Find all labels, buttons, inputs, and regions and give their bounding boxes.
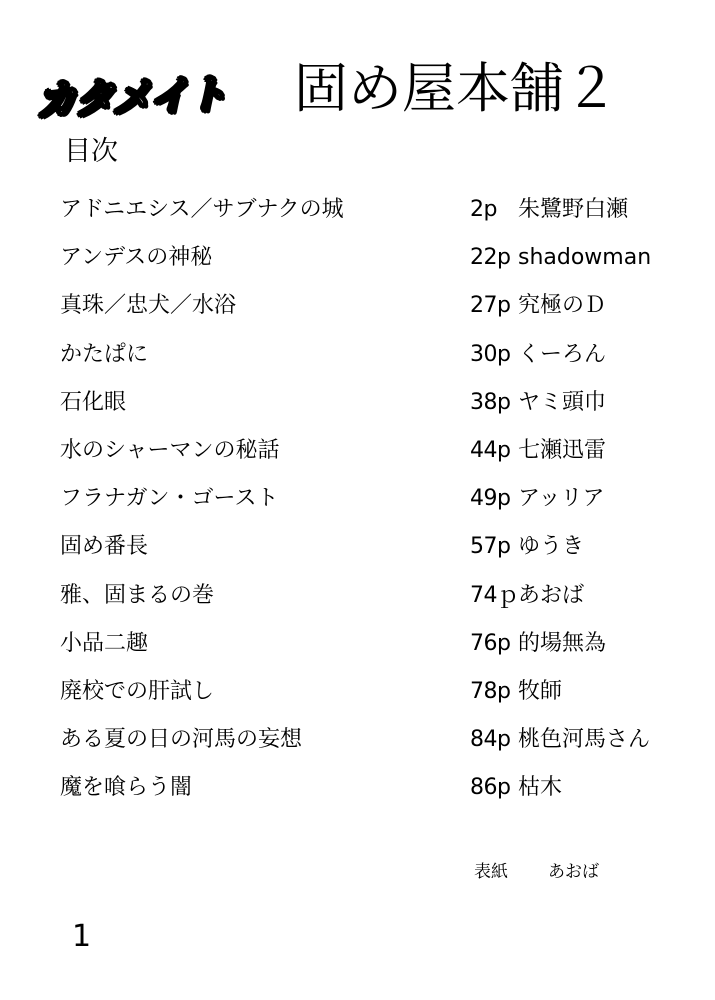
entry-page: 22p xyxy=(470,245,511,271)
entry-title: 水のシャーマンの秘話 xyxy=(60,437,280,463)
toc-entry xyxy=(60,290,700,338)
page-number: 1 xyxy=(72,919,92,954)
cover-credit xyxy=(474,862,599,882)
toc-entry xyxy=(60,772,700,820)
toc-entry xyxy=(60,724,700,772)
entry-title: 石化眼 xyxy=(60,389,127,415)
toc-entry xyxy=(60,339,700,387)
entry-page: 57p xyxy=(470,534,511,560)
entry-page: 84p xyxy=(470,727,511,753)
toc-entry xyxy=(60,676,700,724)
entry-author: 七瀬迅雷 xyxy=(518,437,607,463)
page-title: 固め屋本舗２ xyxy=(294,57,618,120)
entry-page: 74ｐ xyxy=(470,582,519,608)
logo: カタメイト xyxy=(35,71,227,125)
entry-title: 魔を喰らう闇 xyxy=(60,775,193,801)
entry-page: 38p xyxy=(470,389,511,415)
entry-title: 廃校での肝試し xyxy=(60,678,215,704)
entry-author: ゆうき xyxy=(518,534,585,560)
entry-title: 固め番長 xyxy=(60,534,149,560)
entry-page: 78p xyxy=(470,678,511,704)
entry-author: 究極のＤ xyxy=(518,293,607,319)
entry-title: アンデスの神秘 xyxy=(60,245,213,271)
entry-title: 雅、固まるの巻 xyxy=(60,582,215,608)
toc-entry xyxy=(60,194,700,242)
entry-author: 朱鷺野白瀬 xyxy=(518,197,629,222)
entry-title: 真珠／忠犬／水浴 xyxy=(60,293,237,319)
toc-entry xyxy=(60,531,700,579)
entry-author: アッリア xyxy=(518,486,605,512)
entry-author: 牧師 xyxy=(518,678,563,704)
cover-label: 表紙 xyxy=(474,862,508,882)
entry-page: 30p xyxy=(470,341,511,367)
table-of-contents xyxy=(60,194,700,820)
entry-author: くーろん xyxy=(518,341,607,367)
toc-heading: 目次 xyxy=(64,136,118,167)
toc-entry xyxy=(60,628,700,676)
entry-page: 44p xyxy=(470,437,511,463)
entry-title: フラナガン・ゴースト xyxy=(60,486,279,512)
toc-entry xyxy=(60,580,700,628)
toc-entry xyxy=(60,483,700,531)
cover-artist: あおば xyxy=(548,862,599,882)
entry-page: 27p xyxy=(470,293,511,319)
entry-title: 小品二趣 xyxy=(60,630,149,656)
entry-title: ある夏の日の河馬の妄想 xyxy=(60,727,303,753)
entry-title: アドニエシス／サブナクの城 xyxy=(60,197,344,222)
entry-author: ヤミ頭巾 xyxy=(518,389,607,415)
entry-author: 桃色河馬さん xyxy=(518,727,651,753)
entry-page: 76p xyxy=(470,630,511,656)
entry-title: かたぱに xyxy=(60,341,149,367)
entry-page: 49p xyxy=(470,486,511,512)
entry-author: 的場無為 xyxy=(518,630,607,656)
entry-author: 枯木 xyxy=(518,775,563,801)
toc-entry xyxy=(60,387,700,435)
entry-page: 86p xyxy=(470,775,511,801)
entry-page: 2p xyxy=(470,197,497,222)
entry-author: あおば xyxy=(518,582,585,608)
entry-author: shadowman xyxy=(518,245,652,271)
toc-entry xyxy=(60,242,700,290)
toc-entry xyxy=(60,435,700,483)
